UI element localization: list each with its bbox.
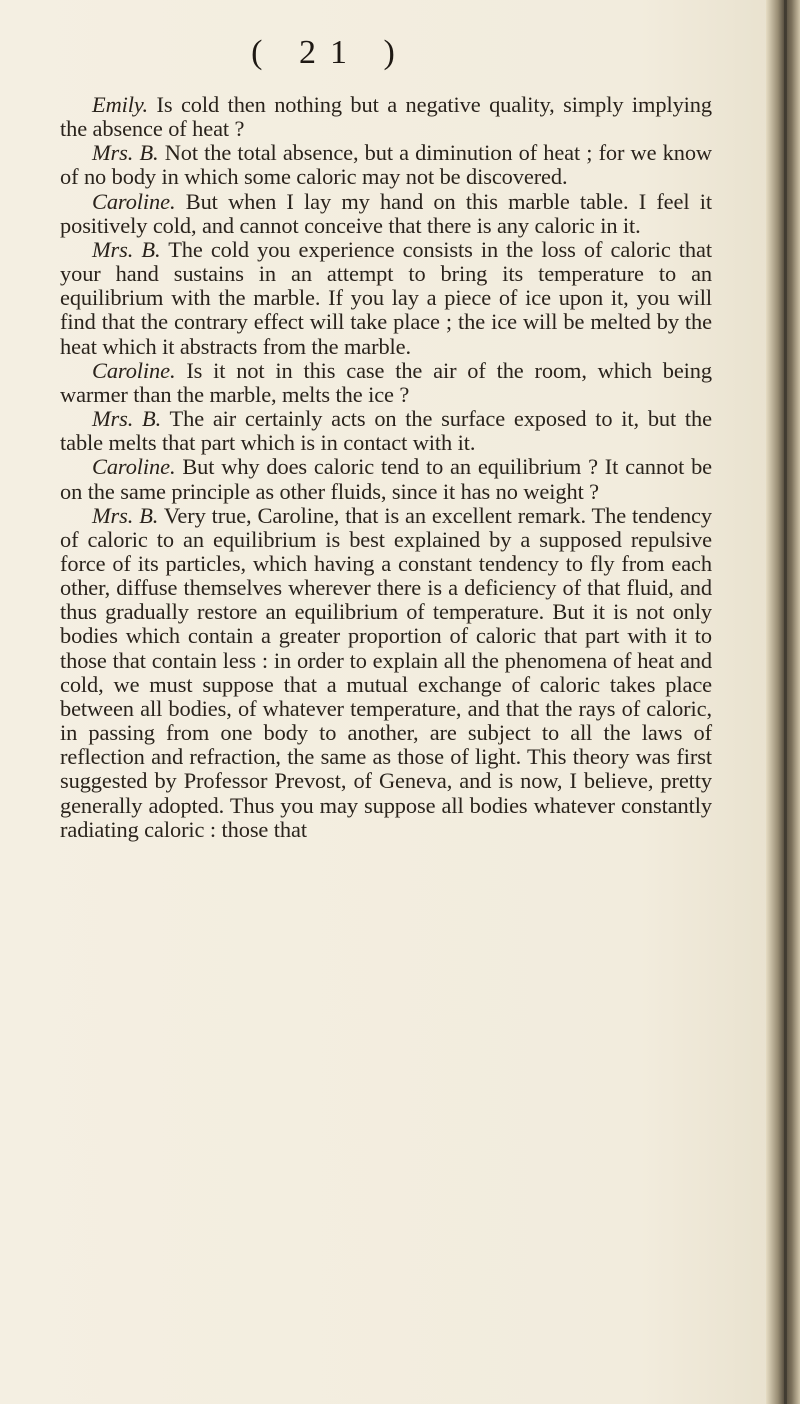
paragraph-2 [60, 141, 712, 189]
dialogue-text: Very true, Caroline, that is an excellent remark. The tendency of caloric to an equilibrium is best explained by a supposed repulsive force of its particles, which having a constant tendency to fly from each other, diffuse themselves wherever there is a deficiency of that fluid, and thus gradually restore an equilibrium of temperature. But it is not only bodies which contain a greater proportion of caloric that part with it to those that contain less : in order to explain all the phenomena of heat and cold, we must suppose that a mutual exchange of caloric takes place between all bodies, of whatever temperature, and that the rays of caloric, in passing from one body to another, are subject to all the laws of reflection and refraction, the same as those of light. This theory was first suggested by Professor Prevost, of Geneva, and is now, I believe, pretty generally adopted. Thus you may suppose all bodies whatever constantly radiating caloric : those that [60, 502, 712, 842]
speaker-name: Caroline. [92, 357, 176, 383]
paragraph-7 [60, 455, 712, 503]
speaker-name: Caroline. [92, 188, 176, 214]
dialogue-text: Is cold then nothing but a negative quality, simply implying the absence of heat ? [60, 92, 712, 142]
paragraph-4 [60, 238, 712, 359]
dialogue-text: Is it not in this case the air of the room, which being warmer than the marble, melts the ice ? [60, 357, 712, 407]
dialogue-text: The air certainly acts on the surface exposed to it, but the table melts that part which is in contact with it. [60, 406, 712, 456]
dialogue-text: The cold you experience consists in the loss of caloric that your hand sustains in an attempt to bring its temperature to an equilibrium with the marble. If you lay a piece of ice upon it, you will find that the contrary effect will take place ; the ice will be melted by the heat which it abstracts from the marble. [60, 236, 712, 359]
speaker-name: Caroline. [92, 454, 176, 480]
dialogue-text: But why does caloric tend to an equilibrium ? It cannot be on the same principle as other fluids, since it has no weight ? [60, 454, 712, 504]
page-text [60, 93, 712, 842]
paragraph-1 [60, 93, 712, 141]
speaker-name: Mrs. B. [92, 140, 159, 166]
speaker-name: Mrs. B. [92, 236, 161, 262]
book-binding-edge [766, 0, 800, 1404]
speaker-name: Mrs. B. [92, 406, 162, 432]
paragraph-5 [60, 359, 712, 407]
paragraph-6 [60, 407, 712, 455]
paragraph-8 [60, 504, 712, 842]
page-number: ( 21 ) [251, 34, 409, 71]
speaker-name: Mrs. B. [92, 502, 159, 528]
dialogue-text: But when I lay my hand on this marble table. I feel it positively cold, and cannot conceive that there is any caloric in it. [60, 188, 712, 238]
paragraph-3 [60, 190, 712, 238]
dialogue-text: Not the total absence, but a diminution of heat ; for we know of no body in which some caloric may not be discovered. [60, 140, 712, 190]
speaker-name: Emily. [92, 92, 148, 117]
